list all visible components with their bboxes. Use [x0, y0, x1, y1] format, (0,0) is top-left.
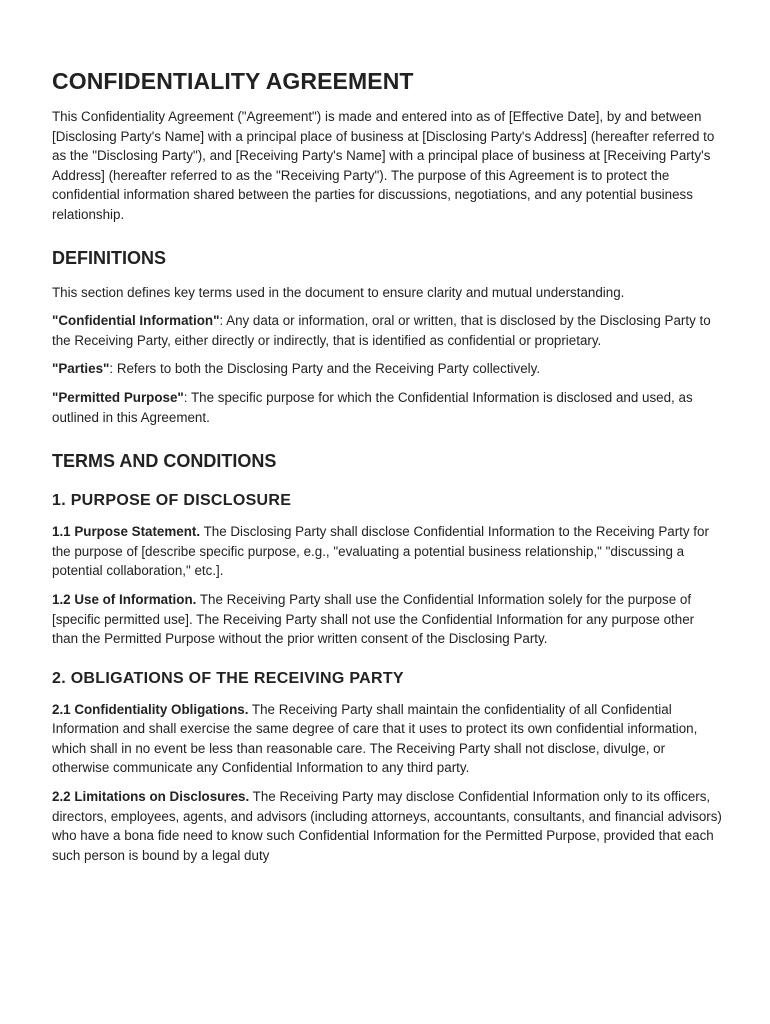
document-page — [52, 68, 722, 874]
definition-text: : Refers to both the Disclosing Party and the Receiving Party collectively. — [109, 361, 541, 377]
definition-term: "Parties" — [52, 361, 110, 377]
clause — [52, 700, 722, 778]
terms-heading: TERMS AND CONDITIONS — [52, 451, 277, 472]
clause — [52, 522, 722, 581]
definitions-intro: This section defines key terms used in the document to ensure clarity and mutual understanding. — [52, 284, 625, 300]
definition-item — [52, 359, 722, 379]
definitions-heading: DEFINITIONS — [52, 247, 167, 268]
clause — [52, 590, 722, 649]
clause-label: 2.2 Limitations on Disclosures. — [52, 789, 250, 805]
section-heading: 2. OBLIGATIONS OF THE RECEIVING PARTY — [52, 669, 404, 687]
clause-text: The Receiving Party shall use the Confidential Information solely for the purpose of [specific permitted use]. The Receiving Party shall not use the Confidential Information for any purpose other than the Permitted Purpose without the prior written consent of the Disclosing Party. — [52, 591, 695, 647]
definition-text: : Any data or information, oral or written, that is disclosed by the Disclosing Party to the Receiving Party, either directly or indirectly, that is identified as confidential or proprietary. — [52, 313, 711, 348]
clause-label: 1.1 Purpose Statement. — [52, 524, 201, 540]
clause-label: 1.2 Use of Information. — [52, 591, 197, 607]
document-title: CONFIDENTIALITY AGREEMENT — [52, 68, 414, 94]
intro-paragraph: This Confidentiality Agreement ("Agreement") is made and entered into as of [Effective Date], by and between [Disclosing Party's Name] with a principal place of business at [Disclosing Party's Address] (hereafter referred to as the "Disclosing Party"), and [Receiving Party's Name] with a principal place of business at [Receiving Party's Address] (hereafter referred to as the "Receiving Party"). The purpose of this Agreement is to protect the confidential information shared between the parties for discussions, negotiations, and any potential business relationship. — [52, 109, 715, 222]
clause-label: 2.1 Confidentiality Obligations. — [52, 701, 249, 717]
definition-item — [52, 311, 722, 350]
definition-text: : The specific purpose for which the Confidential Information is disclosed and used, as outlined in this Agreement. — [52, 389, 693, 425]
clause-text: The Receiving Party shall maintain the confidentiality of all Confidential Information and shall exercise the same degree of care that it uses to protect its own confidential information, which shall in no event be less than reasonable care. The Receiving Party shall not disclose, divulge, or otherwise communicate any Confidential Information to any third party. — [52, 701, 698, 776]
definition-term: "Confidential Information" — [52, 313, 220, 329]
clause-text: The Receiving Party may disclose Confidential Information only to its officers, directors, employees, agents, and advisors (including attorneys, accountants, consultants, and financial advisors) who have a bona fide need to know such Confidential Information for the Permitted Purpose, provided that each such person is bound by a legal duty — [52, 789, 722, 863]
section-heading: 1. PURPOSE OF DISCLOSURE — [52, 492, 292, 510]
clause-text: The Disclosing Party shall disclose Confidential Information to the Receiving Party for the purpose of [describe specific purpose, e.g., "evaluating a potential business relationship," "discussing a potential collaboration," etc.]. — [52, 524, 709, 579]
definition-term: "Permitted Purpose" — [52, 389, 184, 405]
clause — [52, 787, 722, 865]
definition-item — [52, 388, 722, 427]
